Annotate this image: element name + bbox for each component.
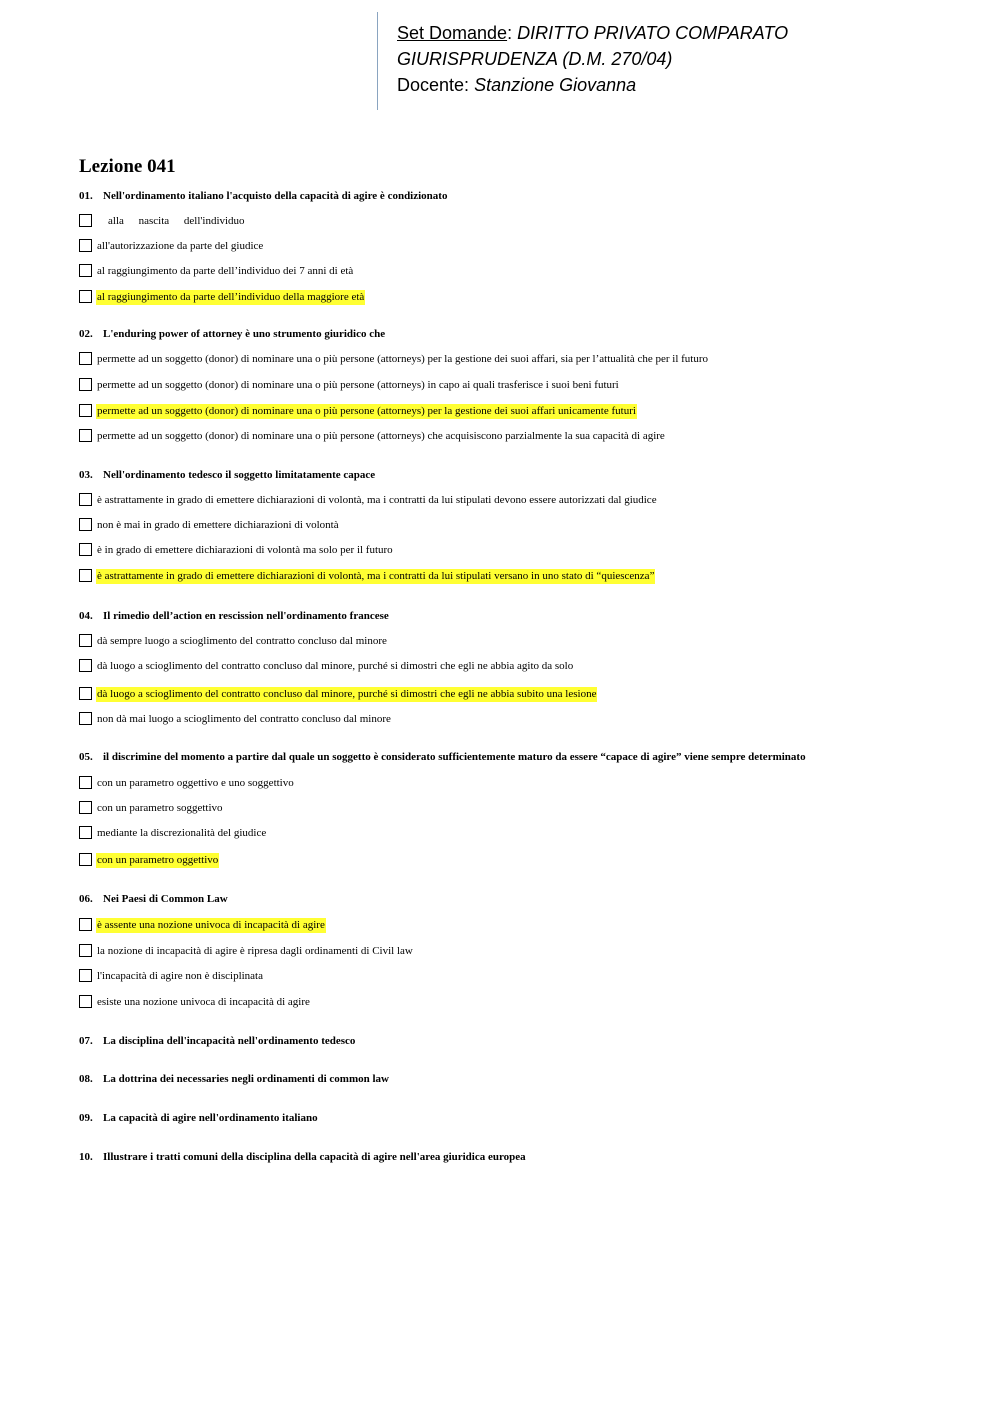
checkbox[interactable] (79, 214, 92, 227)
header-teacher-line (397, 75, 636, 96)
checkbox[interactable] (79, 944, 92, 957)
question-number: 10. (79, 1151, 93, 1163)
question-02 (79, 328, 385, 340)
checkbox[interactable] (79, 826, 92, 839)
set-colon: : (507, 23, 513, 43)
question-text: La dottrina dei necessaries negli ordinamenti di common law (103, 1073, 389, 1085)
question-text: L'enduring power of attorney è uno strumento giuridico che (103, 328, 386, 340)
checkbox[interactable] (79, 569, 92, 582)
answer-text: permette ad un soggetto (donor) di nominare una o più persone (attorneys) in capo ai quali trasferisce i suoi beni futuri (97, 379, 619, 391)
checkbox[interactable] (79, 995, 92, 1008)
checkbox[interactable] (79, 634, 92, 647)
answer-text: al raggiungimento da parte dell’individuo dei 7 anni di età (97, 265, 354, 277)
question-08 (79, 1073, 389, 1085)
question-number: 05. (79, 751, 93, 763)
checkbox[interactable] (79, 687, 92, 700)
teacher-label: Docente: (397, 75, 470, 95)
question-number: 09. (79, 1112, 93, 1124)
answer-text: permette ad un soggetto (donor) di nominare una o più persone (attorneys) per la gestione dei suoi affari, sia per l’attualità che per il futuro (97, 353, 709, 365)
checkbox[interactable] (79, 543, 92, 556)
answer-text: l'incapacità di agire non è disciplinata (97, 970, 263, 982)
set-label: Set Domande (397, 23, 508, 43)
question-text: Nell'ordinamento tedesco il soggetto limitatamente capace (103, 469, 376, 481)
answer-text-highlighted: permette ad un soggetto (donor) di nominare una o più persone (attorneys) per la gestione dei suoi affari unicamente futuri (97, 405, 636, 417)
question-text: La disciplina dell'incapacità nell'ordinamento tedesco (103, 1035, 356, 1047)
answer-text: mediante la discrezionalità del giudice (97, 827, 267, 839)
question-number: 06. (79, 893, 93, 905)
question-number: 08. (79, 1073, 93, 1085)
question-01 (79, 190, 447, 202)
answer-text: con un parametro soggettivo (97, 802, 223, 814)
question-text: Il rimedio dell’action en rescission nell'ordinamento francese (103, 610, 389, 622)
question-number: 03. (79, 469, 93, 481)
course-subtitle: GIURISPRUDENZA (D.M. 270/04) (397, 49, 673, 69)
checkbox[interactable] (79, 776, 92, 789)
answer-text: permette ad un soggetto (donor) di nominare una o più persone (attorneys) che acquisiscono parzialmente la sua capacità di agire (97, 430, 665, 442)
checkbox[interactable] (79, 264, 92, 277)
answer-text-highlighted: è astrattamente in grado di emettere dichiarazioni di volontà, ma i contratti da lui stipulati versano in uno stato di “quiescenza” (97, 570, 655, 582)
question-number: 04. (79, 610, 93, 622)
checkbox[interactable] (79, 853, 92, 866)
answer-text: non dà mai luogo a scioglimento del contratto concluso dal minore (97, 713, 391, 725)
checkbox[interactable] (79, 493, 92, 506)
course-title: DIRITTO PRIVATO COMPARATO (517, 23, 789, 43)
question-number: 02. (79, 328, 93, 340)
question-number: 01. (79, 190, 93, 202)
question-09 (79, 1112, 318, 1124)
checkbox[interactable] (79, 404, 92, 417)
document-header (377, 12, 938, 110)
teacher-name: Stanzione Giovanna (474, 75, 637, 95)
checkbox[interactable] (79, 290, 92, 303)
answer-text: la nozione di incapacità di agire è ripresa dagli ordinamenti di Civil law (97, 945, 413, 957)
answer-text: è in grado di emettere dichiarazioni di volontà ma solo per il futuro (97, 544, 393, 556)
answer-text: alla nascita dell'individuo (108, 215, 245, 227)
checkbox[interactable] (79, 352, 92, 365)
question-03 (79, 469, 375, 481)
answer-text: con un parametro oggettivo e uno soggettivo (97, 777, 294, 789)
question-05 (79, 751, 806, 763)
checkbox[interactable] (79, 712, 92, 725)
answer-text: è astrattamente in grado di emettere dichiarazioni di volontà, ma i contratti da lui stipulati devono essere autorizzati dal giudice (97, 494, 657, 506)
question-04 (79, 610, 389, 622)
question-text: La capacità di agire nell'ordinamento italiano (103, 1112, 318, 1124)
header-set-line (397, 23, 788, 44)
answer-text-highlighted: dà luogo a scioglimento del contratto concluso dal minore, purché si dimostri che egli ne abbia subito una lesione (97, 688, 597, 700)
checkbox[interactable] (79, 239, 92, 252)
question-text: il discrimine del momento a partire dal quale un soggetto è considerato sufficientemente maturo da essere “capace di agire” viene sempre determinato (103, 751, 806, 763)
question-text: Illustrare i tratti comuni della disciplina della capacità di agire nell'area giuridica europea (103, 1151, 526, 1163)
answer-text: all'autorizzazione da parte del giudice (97, 240, 264, 252)
question-text: Nei Paesi di Common Law (103, 893, 228, 905)
answer-text: non è mai in grado di emettere dichiarazioni di volontà (97, 519, 339, 531)
answer-text-highlighted: è assente una nozione univoca di incapacità di agire (97, 919, 325, 931)
question-06 (79, 893, 228, 905)
answer-text: dà luogo a scioglimento del contratto concluso dal minore, purché si dimostri che egli ne abbia agito da solo (97, 660, 574, 672)
answer-text-highlighted: al raggiungimento da parte dell’individuo della maggiore età (97, 291, 365, 303)
answer-text-highlighted: con un parametro oggettivo (97, 854, 219, 866)
lesson-title: Lezione 041 (79, 156, 176, 177)
question-07 (79, 1035, 355, 1047)
question-text: Nell'ordinamento italiano l'acquisto della capacità di agire è condizionato (103, 190, 448, 202)
checkbox[interactable] (79, 378, 92, 391)
checkbox[interactable] (79, 429, 92, 442)
question-number: 07. (79, 1035, 93, 1047)
checkbox[interactable] (79, 518, 92, 531)
checkbox[interactable] (79, 801, 92, 814)
checkbox[interactable] (79, 918, 92, 931)
checkbox[interactable] (79, 969, 92, 982)
checkbox[interactable] (79, 659, 92, 672)
answer-text: dà sempre luogo a scioglimento del contratto concluso dal minore (97, 635, 387, 647)
question-10 (79, 1151, 526, 1163)
answer-text: esiste una nozione univoca di incapacità di agire (97, 996, 310, 1008)
